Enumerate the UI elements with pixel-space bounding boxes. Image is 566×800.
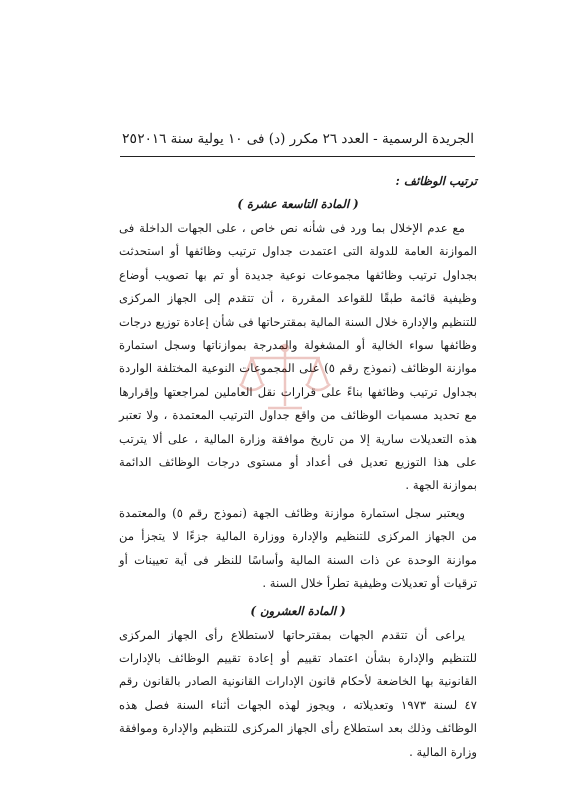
page-number: ٢٥	[122, 131, 138, 147]
article-20-title: ( المادة العشرون )	[250, 603, 346, 618]
gazette-title: الجريدة الرسمية - العدد ٢٦ مكرر (د) فى ١٠ يولية سنة ٢٠١٦	[137, 131, 474, 147]
article-20-paragraph-1: يراعى أن تتقدم الجهات بمقترحاتها لاستطلاع رأى الجهاز المركزى للتنظيم والإدارة بشأن اعتماد تقييم أو إعادة تقييم الوظائف بالإدارات القانونية بها الخاضعة لأحكام قانون الإدارات القانونية الصادر بالقانون رقم ٤٧ لسنة ١٩٧٣ وتعديلاته ، ويجوز لهذه الجهات أثناء السنة فصل هذه الوظائف وذلك بعد استطلاع رأى الجهاز المركزى للتنظيم والإدارة وموافقة وزارة المالية .	[119, 627, 477, 759]
header-divider	[120, 156, 475, 157]
article-19-paragraph-2: ويعتبر سجل استمارة موازنة وظائف الجهة (نموذج رقم ٥) والمعتمدة من الجهاز المركزى للتنظيم والإدارة ووزارة المالية جزءًا لا يتجزأ من موازنة الوحدة عن ذات السنة المالية وأساسًا للنظر فى أية تعيينات أو ترقيات أو تعديلات وظيفية تطرأ خلال السنة .	[119, 505, 477, 591]
article-19-paragraph-1: مع عدم الإخلال بما ورد فى شأنه نص خاص ، على الجهات الداخلة فى الموازنة العامة للدولة التى اعتمدت جداول ترتيب وظائفها أو استحدثت بجداول ترتيب وظائفها مجموعات نوعية جديدة أو تم بها تصويب أوضاع وظيفية قائمة طبقًا للقواعد المقررة ، أن تتقدم إلى الجهاز المركزى للتنظيم والإدارة خلال السنة المالية بمقترحاتها فى شأن إعادة توزيع درجات وظائفها سواء الخالية أو المشغولة والمدرجة بموازناتها وسجل استمارة موازنة الوظائف (نموذج رقم ٥) على المجموعات النوعية المختلفة الواردة بجداول ترتيب وظائفها بناءً على قرارات نقل العاملين لمراجعتها وإقرارها مع تحديد مسميات الوظائف من واقع جداول الترتيب المعتمدة ، ولا تعتبر هذه التعديلات سارية إلا من تاريخ موافقة وزارة المالية ، على ألا يترتب على هذا التوزيع تعديل فى أعداد أو مستوى درجات الوظائف الدائمة بموازنة الجهة .	[119, 221, 477, 493]
section-heading: ترتيب الوظائف :	[395, 174, 477, 188]
page-header	[122, 129, 474, 149]
document-body	[119, 170, 477, 768]
article-19-title: ( المادة التاسعة عشرة )	[237, 197, 359, 211]
